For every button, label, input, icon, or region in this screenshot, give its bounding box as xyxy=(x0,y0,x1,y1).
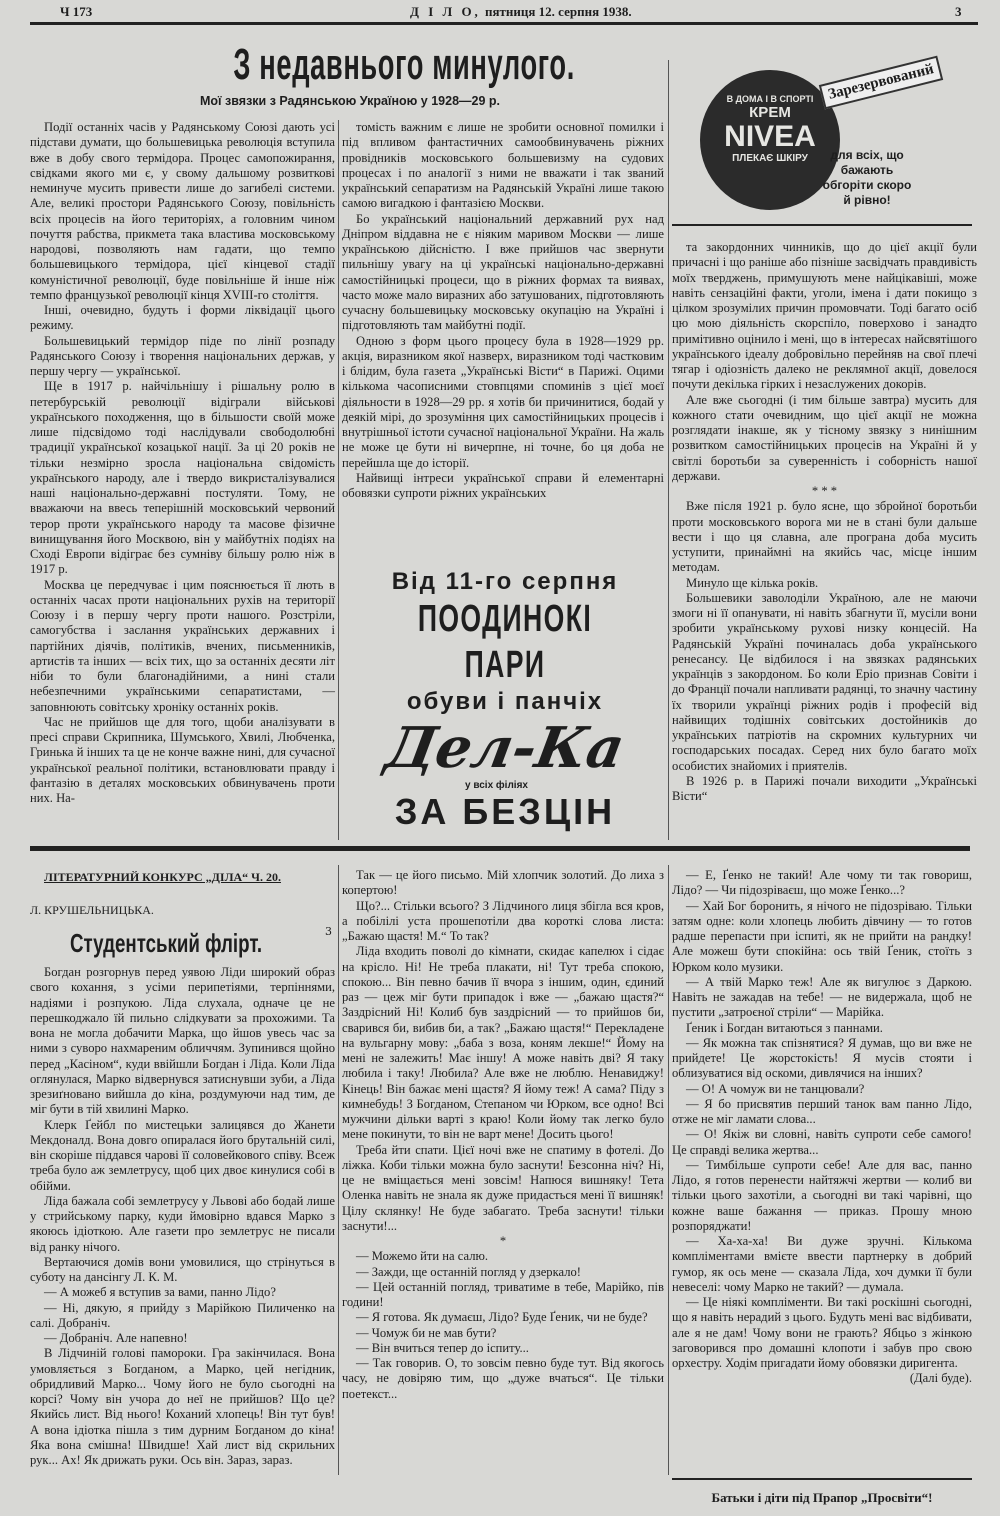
column-divider xyxy=(668,865,669,1475)
ad-line: у всіх філіях xyxy=(465,780,528,791)
paragraph: — О! Якіж ви словні, навіть супроти себе самого! Це справді велика жертва... xyxy=(672,1127,972,1157)
paragraph: томість важним є лише не зробити основної помилки і під впливом фантастичних самообвинувачень ріжних провідників московського большевизму на судових процесах і по аналогії з ними не вважати і так званий український сепаратизм на Радянській Україні лише такою самою вигадкою і фантазією Москви. xyxy=(342,120,664,211)
paragraph: — А можеб я вступив за вами, панно Лідо? xyxy=(44,1285,276,1300)
paragraph: Найвищі інтреси української справи й елементарні обовязки супроти ріжних українських xyxy=(342,470,664,500)
paragraph: — Добраніч. Але напевно! xyxy=(44,1331,188,1345)
delka-ad xyxy=(345,560,665,835)
paragraph: В 1926 р. в Парижі почали виходити „Українські Вісти“ xyxy=(672,773,977,803)
paragraph: — Так говорив. О, то зовсім певно буде тут. Від якогось часу, не довіряю тим, що „дуже вчаться“. Це тільки поетекст... xyxy=(342,1356,664,1401)
rubric: ЛІТЕРАТУРНИЙ КОНКУРС „ДІЛА“ Ч. 20. xyxy=(44,870,281,884)
paragraph: — Я готова. Як думаєш, Лідо? Буде Ґеник, чи не буде? xyxy=(356,1310,648,1325)
paragraph: Клерк Ґейбл по мистецьки залицявся до Жанети Мекдоналд. Вона довго опиралася його брутальній силі, він скоріше піддався чарові її соловейкового співу. Всеж треба було аж землетрусу, щоб цих двоє кинулися собі в обійми. xyxy=(30,1117,335,1193)
paragraph: — Ха-ха-ха! Ви дуже зручні. Кількома компліментами вмієте ввести партнерку в добрий гумор, як ось мене — сказала Ліда, хоч думки її були невеселі: чому Марко не такий? — думала. xyxy=(672,1234,972,1294)
header-rule xyxy=(30,22,978,25)
article-column-1 xyxy=(30,120,335,806)
paragraph: * xyxy=(499,1234,507,1248)
paragraph: — Зажди, ще останній погляд у дзеркало! xyxy=(356,1264,582,1279)
paragraph: Минуло ще кілька років. xyxy=(686,575,819,590)
paragraph: — Хай Бог боронить, я нічого не підозріваю. Тільки затям одне: коли хлопець любить дівчину — то готов радше перепасти при іспиті, як не прийти на рандку! Але можеш бути спокійна: ось твій Ґеник, стоїть з Юрком коло музики. xyxy=(672,898,972,974)
paragraph: Богдан розгорнув перед уявою Ліди широкий образ свого кохання, з усіми перипетіями, терпіннями, надіями і розпукою. Ліда слухала, одначе це не перешкоджало їй пильно слідкувати за прохожими. Та вона не могла добачити Марка, що йшов увесь час за ними з суворо нахмареним обличчям. Зупинився щойно перед „Касіном“, куди ввійшли Богдан і Ліда. Коли Ліда оглянулася, Марко відвернувся затиснувши зуби, а Ліда зрезиґновано вийшла до кіна, роздумуючи над тим, де міг бути в тій хвилині Марко. xyxy=(30,965,335,1117)
article-title: З недавнього минулого. xyxy=(233,40,575,89)
article-column-2 xyxy=(342,120,664,501)
paragraph: Інші, очевидно, будуть і форми ліквідації цього режиму. xyxy=(30,303,335,333)
footer-slogan: Батьки і діти під Прапор „Просвіти“! xyxy=(711,1490,933,1505)
paragraph: Треба йти спати. Цієї ночі вже не спатиму в фотелі. До ліжка. Коби тільки можна було заснути! Безсонна ніч? Ні, це не вміщається мені зовсім! Напюся вишняку! Тета Оленка навіть не знала як дуже придасться мені її вишняк! Цілу склянку! Не буде забагато. Треба заснути! тільки заснути!... xyxy=(342,1142,664,1233)
paragraph: — Чомуж би не мав бути? xyxy=(356,1325,497,1340)
ad-line: Від 11-го серпня xyxy=(391,568,619,595)
paragraph: Що?... Стільки всього? З Лідчиного лиця збігла вся кров, а побілілі уста прошепотіли два короткі слова листа: „Бажаю щастя! М.“ То так? xyxy=(342,898,664,943)
paragraph: Большевицький термідор піде по лінії розпаду Радянського Союзу і творення національних держав, у першу чергу — української. xyxy=(30,333,335,378)
paragraph: — О! А чомуж ви не танцювали? xyxy=(686,1081,865,1096)
story-part: 3 xyxy=(325,925,332,938)
paragraph: Одною з форм цього процесу була в 1928—1929 рр. акція, виразником якої назверх, виразником тоді частковим і блідим, була газета „Українські Вісти“ в Парижі. Оцими кількома часописними стовпцями споминів з цієї моєї діяльности в 1928—29 рр. я хотів би причинитися, бодай у деякій мірі, до зрозуміння цих самостійницьких процесів і внутрішньої істоти сучасної національної України. На жаль не може це бути ні вичерпне, ні точне, бо ця доба не перейшла ще до історії. xyxy=(342,333,664,470)
paragraph: та закордонних чинників, що до цієї акції були причасні і що раніше або пізніше засвідчать правдивість моїх тверджень, примушують мене найцікавіші, може навіть сензаційні факти, уголи, імена і дати покищо з цілком зрозумілих причин промовчати. Тоді багато осіб цю мою діяльність скорспіло, поверхово і занадто примітивно оцінило і мені, що в інтересах найсвятішого українського ідеалу добровільно перейняв на свої плечі тягар і одіозність далеко не реклямної акції, довелося почути декілька гірких і незаслужених докорів. xyxy=(672,240,977,392)
paragraph: — Ні, дякую, я прийду з Марійкою Пиличенко на салі. Добраніч. xyxy=(30,1300,335,1330)
paragraph: — Це ніякі компліменти. Ви такі роскішні сьогодні, що я навіть нерадий з цього. Будуть мені вас відбивати, але я не дам! Чому вони не грають? Ябцьо з жінкою заговорився про домашні клопоти і забув про свою орхестру. Ходім пригадати йому обовязки диригента. xyxy=(672,1295,972,1370)
nivea-bottom-text: ПЛЕКАЄ ШКІРУ xyxy=(732,153,808,164)
issue-date: пятниця 12. серпня 1938. xyxy=(485,4,632,19)
nivea-brand: NIVEA xyxy=(724,120,816,153)
paragraph: — Е, Ґенко не такий! Але чому ти так говориш, Лідо? — Чи підозріваєш, що може Ґенко...? xyxy=(672,868,972,898)
paragraph: (Далі буде). xyxy=(909,1371,972,1386)
nivea-ad-tin xyxy=(700,70,840,210)
page-number: 3 xyxy=(955,4,962,19)
nivea-krem: КРЕМ xyxy=(749,104,791,121)
paragraph: — Він вчиться тепер до іспиту... xyxy=(356,1340,529,1355)
article-subtitle: Мої звязки з Радянською Україною у 1928—29 р. xyxy=(200,94,500,108)
paragraph: Вертаючися домів вони умовилися, що стрінуться в суботу на дансінгу Л. К. М. xyxy=(30,1254,335,1284)
paragraph: — Можемо йти на салю. xyxy=(356,1249,489,1264)
paragraph: Час не прийшов ще для того, щоби аналізувати в пресі справи Скрипника, Шумського, Хвилі, Любченка, Гринька й інших та це не конче важне нині, для сучасної української реальної політики, встановлювати правду і фантазію в деталях московських обвинувачень проти них. На- xyxy=(30,714,335,805)
paragraph: Ліда бажала собі землетрусу у Львові або бодай лише у стрийському парку, куди ймовірно вдався Марко з якоюсь ідіоткою. Але газети про землетрус не писали від ранку нічого. xyxy=(30,1193,335,1254)
story-author: Л. КРУШЕЛЬНИЦЬКА. xyxy=(30,903,154,917)
paragraph: Ще в 1917 р. найчільнішу і рішальну ролю в петербурській революції відіграли військові українського походження, що в більшости своїй може лише підсвідомо тоді наслідували свободолюбні традиції української козацької нації. За ці 20 років не тільки незмірно зросла національна свідомість українського народу, але і твердо викристалізувалися наші національно-державні постуляти. Тому, не вважаючи на ввесь теперішній московський червоний терор проти українського народу та масове фізичне винищування його Москвою, він у майбутніх подіях на Сході Европи відіграє без сумніву більшу ролю ніж в 1917 р. xyxy=(30,379,335,577)
paragraph: Ліда входить поволі до кімнати, скидає капелюх і сідає на крісло. Ні! Не треба плакати, ні! Тут треба спокою, спокою... Він певно бачив її вчора з іншим, один, єдиний раз — цеж міг бути припадок і вже — „бажаю щастя?“ Заздрісний Ні! Колиб був заздрісний — то прийшов би, сварився би, вибив би, а так? „Бажаю щастя!“ Перекладене на вульгарну мову: „баба з воза, коням лекше!“ Йому на мені не залежить! Має іншу! А може навіть дві? Я таку любила і таку! Любила? Але вже не люблю. Ненавиджу! Кінець! Він бажає мені щастя? Я йому теж! А сама? Піду з кимнебудь! З Богданом, Степаном чи Юрком, все одно! Всі мужчини дільки варті з краю! Коли йому так легко було мене покинути, то він не варт мене! Досить цього! xyxy=(342,944,664,1142)
paragraph: Ґеник і Богдан витаються з паннами. xyxy=(686,1020,883,1035)
paragraph: Большевики заволоділи Україною, але не маючи змоги ні її опанувати, ні навіть збагнути її, мусіли вони зробити українському рухові низку концесій. На Радянській Україні починалась доба українського ренесансу. Це відбилося і на звязках радянських українців з закордоном. Бо коли Еріо признав Совіти і до Франції почали напливати радянці, то значну частину їх творили українці ріжних родів і професій від найвищих тодішніх совітських достойників до українських патріотів на скромних культурних чи господарських посадах. Серед них було багато моїх особистих знайомих і приятелів. xyxy=(672,590,977,773)
paragraph: Бо український національний державний рух над Дніпром віддавна не є ніяким маривом Москви — лише українською дійсністю. І вже прийшов час звернути пильнішу увагу на ці українські національно-державні самостійницькі процеси, що в ріжних формах та виявах, часто може мало виразних або затушованих, підготовляють сучасну большевицьку московську окупацію на Україні і підготовляють там майбутні події. xyxy=(342,211,664,333)
paragraph: Вже після 1921 р. було ясне, що збройної боротьби проти московського ворога ми не в стані були дальше вести і що ця славна, але програна доба мусить уступити, принаймні на якийсь час, місце іншим методам. xyxy=(672,499,977,575)
delka-logo: Дел-Ка xyxy=(380,715,630,781)
column-divider xyxy=(338,865,339,1475)
ad-line: ПООДИНОКІ ПАРИ xyxy=(417,598,593,686)
story-column-2 xyxy=(342,868,664,1402)
paragraph: — Я бо присвятив перший танок вам панно Лідо, отже не міг ламати слова... xyxy=(672,1096,972,1126)
nivea-slogan: для всіх, що бажають обгоріти скоро й рівно! xyxy=(822,148,912,207)
paragraph: — Тимбільше супроти себе! Але для вас, панно Лідо, я готов перенести найтяжчі жертви — колиб ви тільки цього захотіли, а сьогодні ви такі чарівні, що кожне ваше бажання — приказ. Прошу мною розпоряджати! xyxy=(672,1157,972,1233)
ad-rule xyxy=(672,224,972,226)
paragraph: * * * xyxy=(811,484,838,498)
column-divider xyxy=(338,120,339,840)
paragraph: — А твій Марко теж! Але як вигулює з Даркою. Навіть не зажадав на тебе! — не видержала, щоб не пустити „затроєної стріли“ — Марійка. xyxy=(672,974,972,1020)
footer-rule xyxy=(672,1478,972,1480)
paragraph: В Лідчиній голові памороки. Гра закінчилася. Вона умовляється з Богданом, а Марко, цей негідник, обридливий Марко... Чому його не було сьогодні на корсі? Чому він учора до неї не прийшов? Що це? Якийсь лист. Від нього! Коханий хлопець! Він тут був! А вона ідіотка пішла з тим дурним Богданом до кіна! Яка вона смішна! Швидше! Хай лист від скрильних рук... Ах! Як дрижать руки. Ось він. Зараз, зараз. xyxy=(30,1346,335,1467)
nivea-top-text: В ДОМА І В СПОРТІ xyxy=(726,94,814,104)
issue-number: Ч 173 xyxy=(60,4,93,19)
paragraph: Москва це передчуває і цим пояснюється її лють в останніх часах проти національних рухів на території Союзу і в першу чергу проти нашого. Розстріли, самогубства і заслання українських державних і партійних діячів, політиків, вчених, письменників, артистів та інших — всіх тих, що за останніх десяти літ ніби то були благонадійними, а нині стали небезпечними українськими сепаратистами, — заповнюють совітську хроніку останніх років. xyxy=(30,577,335,714)
story-column-3 xyxy=(672,868,972,1387)
ad-line: ЗА БЕЗЦІН xyxy=(394,791,616,832)
story-column-1 xyxy=(30,965,335,1468)
paragraph: — Як можна так спізнятися? Я думав, що ви вже не прийдете! Це жорстокість! Я мусів стояти і облизуватися від оскоми, дивлячися на інших? xyxy=(672,1035,972,1081)
paragraph: Так — це його письмо. Мій хлопчик золотий. До лиха з копертою! xyxy=(342,868,664,898)
paragraph: Але вже сьогодні (і тим більше завтра) мусить для кожного стати очевидним, що цієї акції не можна розглядати інакше, як у тісному звязку з нинішним розвитком самостійницьких процесів на Україні й у світлі боротьби за суверенність і соборність нашої держави. xyxy=(672,392,977,483)
nivea-tag: Зарезервований xyxy=(819,56,944,110)
masthead: Д І Л О, xyxy=(410,4,481,19)
story-title: Студентський флірт. xyxy=(70,928,263,958)
paragraph: — Цей останній погляд, триватиме в тебе, Марійко, пів години! xyxy=(342,1279,664,1309)
section-rule xyxy=(30,846,970,851)
paragraph: Події останніх часів у Радянському Союзі дають усі підстави думати, що большевицька революція вступила вже в добу свого термідора. Процес самопожирання, свідками якого ми є, у свому дальшому розвиткові неминуче мусить привести лише до загибелі системи. Але, великі простори Радянського Союзу, повільність всіх процесів на його територіях, а головним чином почуття рабства, прикмета така властива московському народові, позволяють нам гадати, що темпо большевицького термідора, цієї кінцевої стадії комуністичної революції, буде повільніше й інше ніж темпо французької революції кінця XVIII-го століття. xyxy=(30,120,335,302)
article-column-3 xyxy=(672,240,977,804)
ad-line: обуви і панчіх xyxy=(406,688,604,715)
